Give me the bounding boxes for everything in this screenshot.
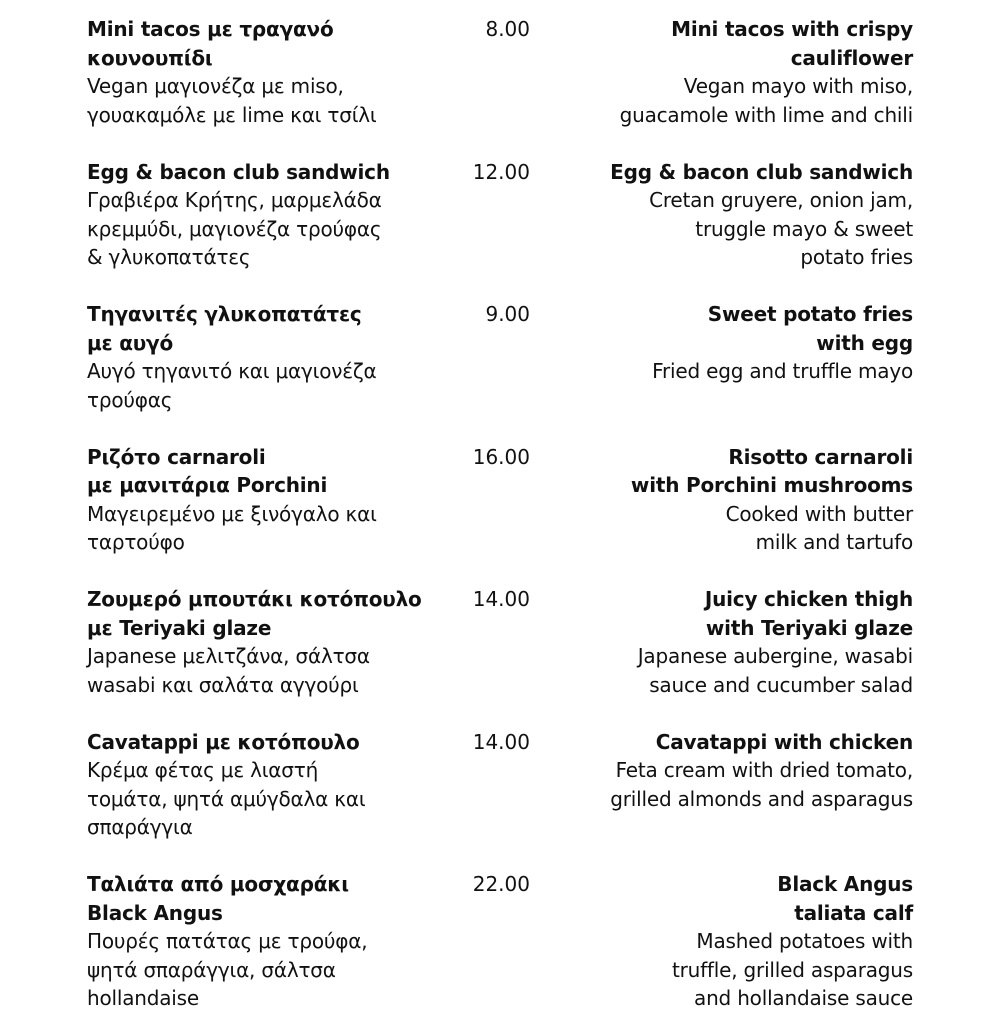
english-dish-title-line: Risotto carnaroli — [728, 444, 913, 469]
english-dish-description — [560, 756, 913, 813]
greek-dish — [87, 300, 432, 414]
greek-dish-description — [87, 357, 432, 414]
greek-dish-title-line: Τηγανιτές γλυκοπατάτες — [87, 302, 362, 326]
english-dish — [560, 443, 913, 557]
english-dish-title — [560, 443, 913, 500]
greek-dish-title — [87, 728, 432, 757]
english-dish-title — [560, 870, 913, 927]
greek-dish-description-line: ψητά σπαράγγια, σάλτσα — [87, 957, 336, 982]
english-dish-description-line: Cooked with butter — [725, 501, 913, 526]
greek-dish-description-line: Μαγειρεμένο με ξινόγαλο και — [87, 501, 377, 526]
english-dish-title-line: cauliflower — [790, 45, 913, 70]
greek-dish-description — [87, 500, 432, 557]
english-dish-title-line: with egg — [816, 330, 913, 355]
english-dish-title — [560, 728, 913, 757]
english-dish — [560, 585, 913, 699]
greek-dish-title-line: Ζουμερό μπουτάκι κοτόπουλο — [87, 587, 422, 611]
greek-dish-description — [87, 927, 432, 1013]
greek-dish — [87, 158, 432, 272]
greek-dish — [87, 870, 432, 1013]
english-dish-title — [560, 300, 913, 357]
menu-item — [0, 300, 1000, 443]
english-dish-title-line: Mini tacos with crispy — [671, 17, 913, 41]
greek-dish-title-line: Cavatappi με κοτόπουλο — [87, 729, 360, 754]
english-dish-description-line: Vegan mayo with miso, — [683, 74, 913, 99]
english-dish-title-line: Juicy chicken thigh — [704, 587, 913, 611]
english-dish-description-line: Feta cream with dried tomato, — [615, 758, 913, 783]
menu-list — [0, 15, 1000, 1013]
greek-dish-title-line: Mini tacos με τραγανό — [87, 17, 334, 41]
price: 14.00 — [472, 729, 530, 754]
english-dish-description — [560, 72, 913, 129]
greek-dish-description-line: Κρέμα φέτας με λιαστή — [87, 758, 319, 783]
price: 14.00 — [472, 587, 530, 611]
english-dish-title — [560, 158, 913, 187]
english-dish-title-line: taliata calf — [794, 900, 913, 925]
greek-dish-title — [87, 443, 432, 500]
greek-dish-description-line: τομάτα, ψητά αμύγδαλα και — [87, 786, 366, 811]
greek-dish — [87, 728, 432, 842]
english-dish-description-line: truffle, grilled asparagus — [671, 957, 913, 982]
english-dish-title-line: Cavatappi with chicken — [655, 729, 913, 754]
greek-dish-description-line: Αυγό τηγανιτό και μαγιονέζα — [87, 359, 377, 384]
english-dish-title — [560, 15, 913, 72]
greek-dish-title-line: Ριζότο carnaroli — [87, 444, 266, 469]
greek-dish-title-line: Egg & bacon club sandwich — [87, 159, 390, 184]
greek-dish-title-line: με Teriyaki glaze — [87, 615, 272, 640]
english-dish-description-line: Fried egg and truffle mayo — [652, 359, 913, 384]
english-dish-description — [560, 642, 913, 699]
greek-dish-title-line: Black Angus — [87, 900, 223, 925]
english-dish — [560, 870, 913, 1013]
greek-dish-title — [87, 585, 432, 642]
greek-dish-description — [87, 72, 432, 129]
menu-item — [0, 443, 1000, 586]
english-dish-description-line: Cretan gruyere, onion jam, — [649, 188, 913, 213]
greek-dish — [87, 443, 432, 557]
english-dish-description-line: milk and tartufo — [755, 530, 913, 555]
menu-item — [0, 870, 1000, 1013]
english-dish-description-line: guacamole with lime and chili — [619, 102, 913, 127]
greek-dish-description-line: Πουρές πατάτας με τρούφα, — [87, 929, 368, 954]
greek-dish-description — [87, 642, 432, 699]
menu-item — [0, 728, 1000, 871]
english-dish-description — [560, 927, 913, 1013]
greek-dish-description-line: γουακαμόλε με lime και τσίλι — [87, 102, 377, 127]
greek-dish-description-line: wasabi και σαλάτα αγγούρι — [87, 672, 359, 697]
greek-dish-description-line: σπαράγγια — [87, 815, 193, 840]
greek-dish-description-line: κρεμμύδι, μαγιονέζα τρούφας — [87, 216, 382, 241]
greek-dish-description-line: τρούφας — [87, 387, 173, 412]
english-dish-title-line: Egg & bacon club sandwich — [610, 159, 913, 184]
english-dish-title-line: Black Angus — [777, 872, 913, 896]
english-dish-description — [560, 186, 913, 272]
menu-item — [0, 585, 1000, 728]
greek-dish-title — [87, 158, 432, 187]
english-dish-description — [560, 500, 913, 557]
greek-dish — [87, 15, 432, 129]
english-dish-title-line: Sweet potato fries — [707, 302, 913, 326]
greek-dish-description — [87, 186, 432, 272]
english-dish-description — [560, 357, 913, 386]
greek-dish-description-line: & γλυκοπατάτες — [87, 245, 251, 270]
english-dish — [560, 300, 913, 386]
english-dish-description-line: grilled almonds and asparagus — [610, 786, 913, 811]
price: 8.00 — [485, 17, 530, 41]
greek-dish-description-line: ταρτούφο — [87, 530, 185, 555]
greek-dish-title-line: με αυγό — [87, 330, 174, 355]
greek-dish-title-line: κουνουπίδι — [87, 45, 213, 70]
price: 16.00 — [472, 444, 530, 469]
english-dish-title-line: with Porchini mushrooms — [630, 473, 913, 498]
greek-dish-title — [87, 15, 432, 72]
english-dish-description-line: and hollandaise sauce — [694, 986, 913, 1011]
greek-dish-description-line: Vegan μαγιονέζα με miso, — [87, 74, 344, 99]
greek-dish-description-line: Γραβιέρα Κρήτης, μαρμελάδα — [87, 188, 382, 213]
greek-dish-description — [87, 756, 432, 842]
price: 9.00 — [485, 302, 530, 326]
english-dish-title — [560, 585, 913, 642]
english-dish — [560, 15, 913, 129]
greek-dish-description-line: Japanese μελιτζάνα, σάλτσα — [87, 644, 370, 669]
greek-dish-title-line: Ταλιάτα από μοσχαράκι — [87, 872, 349, 896]
english-dish-description-line: truggle mayo & sweet — [695, 216, 913, 241]
english-dish — [560, 728, 913, 814]
english-dish — [560, 158, 913, 272]
english-dish-description-line: Mashed potatoes with — [696, 929, 913, 954]
greek-dish-title — [87, 870, 432, 927]
price: 22.00 — [472, 872, 530, 896]
menu-item — [0, 158, 1000, 301]
greek-dish-title — [87, 300, 432, 357]
menu-item — [0, 15, 1000, 158]
greek-dish — [87, 585, 432, 699]
english-dish-description-line: potato fries — [800, 245, 913, 270]
price: 12.00 — [472, 159, 530, 184]
english-dish-description-line: Japanese aubergine, wasabi — [637, 644, 913, 669]
english-dish-description-line: sauce and cucumber salad — [649, 672, 913, 697]
english-dish-title-line: with Teriyaki glaze — [705, 615, 913, 640]
greek-dish-title-line: με μανιτάρια Porchini — [87, 473, 328, 498]
greek-dish-description-line: hollandaise — [87, 986, 199, 1011]
